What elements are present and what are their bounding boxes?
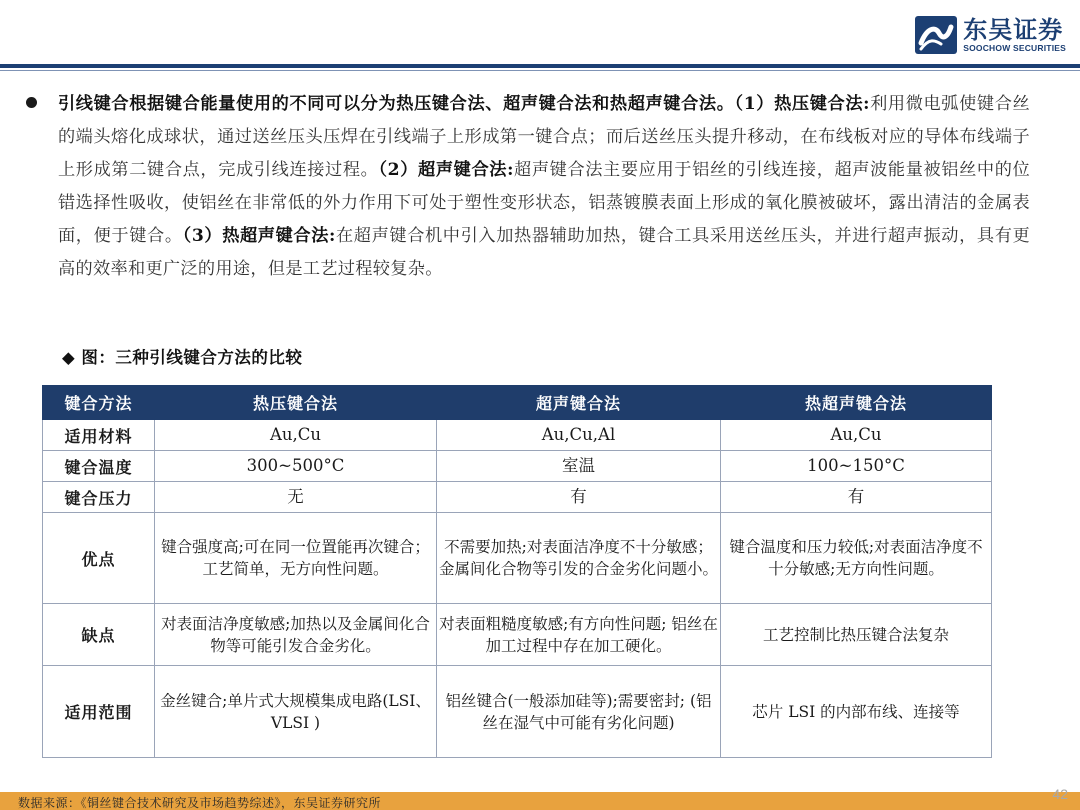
header-divider <box>0 64 1080 68</box>
table-cell: 100~150°C <box>721 451 992 482</box>
table-row <box>43 482 992 513</box>
row-label: 适用材料 <box>43 420 155 451</box>
method1-label: （1）热压键合法: <box>734 94 870 114</box>
brand-name-cn: 东吴证券 <box>963 16 1064 44</box>
table-cell: 室温 <box>437 451 721 482</box>
brand-logo <box>915 16 1066 54</box>
row-label: 键合压力 <box>43 482 155 513</box>
table-cell: 键合强度高;可在同一位置能再次键合； 工艺简单，无方向性问题。 <box>155 513 437 604</box>
table-header-cell: 键合方法 <box>43 386 155 420</box>
figure-caption: ◆ 图：三种引线键合方法的比较 <box>62 348 303 367</box>
method3-text: 在超声键合机中引入加热器辅助加热，键合工具采用送丝压头，并进行超声振动，具有更高的效率和更广泛的用途，但是工艺过程较复杂。 <box>58 226 1030 279</box>
method2-text: 超声键合法主要应用于铝丝的引线连接，超声波能量被铝丝中的位错选择性吸收，使铝丝在非常低的外力作用下可处于塑性变形状态，铝蒸镀膜表面上形成的氧化膜被破坏，露出清洁的金属表面，便于键合。 <box>58 160 1031 246</box>
data-source-note: 数据来源：《铜丝键合技术研究及市场趋势综述》，东吴证券研究所 <box>18 796 382 810</box>
table-cell: 有 <box>721 482 992 513</box>
table-cell: 有 <box>437 482 721 513</box>
table-cell: 键合温度和压力较低;对表面洁净度不十分敏感;无方向性问题。 <box>721 513 992 604</box>
intro-text: 引线键合根据键合能量使用的不同可以分为热压键合法、超声键合法和热超声键合法。 <box>58 94 735 114</box>
table-row <box>43 666 992 758</box>
table-cell: Au,Cu,Al <box>437 420 721 451</box>
soochow-logo-icon <box>915 16 957 54</box>
body-paragraph <box>58 88 1030 286</box>
row-label: 缺点 <box>43 604 155 666</box>
table-cell: 对表面洁净度敏感;加热以及金属间化合物等可能引发合金劣化。 <box>155 604 437 666</box>
table-cell: 对表面粗糙度敏感;有方向性问题; 铝丝在加工过程中存在加工硬化。 <box>437 604 721 666</box>
table-cell: 金丝键合;单片式大规模集成电路(LSI、VLSI ) <box>155 666 437 758</box>
table-header-cell: 超声键合法 <box>437 386 721 420</box>
table-row <box>43 604 992 666</box>
table-cell: 铝丝键合(一般添加硅等);需要密封; (铝丝在湿气中可能有劣化问题) <box>437 666 721 758</box>
table-header-cell: 热超声键合法 <box>721 386 992 420</box>
table-cell: Au,Cu <box>155 420 437 451</box>
method1-text: 利用微电弧使键合丝的端头熔化成球状，通过送丝压头压焊在引线端子上形成第一键合点；而后送丝压头提升移动，在布线板对应的导体布线端子上形成第二键合点，完成引线连接过程。 <box>58 94 1031 180</box>
row-label: 键合温度 <box>43 451 155 482</box>
table-header-row <box>43 386 992 420</box>
table-cell: 工艺控制比热压键合法复杂 <box>721 604 992 666</box>
method2-label: （2）超声键合法: <box>378 160 514 180</box>
table-cell: 300~500°C <box>155 451 437 482</box>
table-cell: 芯片 LSI 的内部布线、连接等 <box>721 666 992 758</box>
table-cell: Au,Cu <box>721 420 992 451</box>
table-row <box>43 513 992 604</box>
table-header-cell: 热压键合法 <box>155 386 437 420</box>
header-divider-thin <box>0 70 1080 71</box>
row-label: 适用范围 <box>43 666 155 758</box>
row-label: 优点 <box>43 513 155 604</box>
page-number: 42 <box>1052 786 1068 802</box>
method3-label: （3）热超声键合法: <box>182 226 336 246</box>
comparison-table <box>42 385 992 758</box>
table-row <box>43 420 992 451</box>
table-cell: 不需要加热;对表面洁净度不十分敏感； 金属间化合物等引发的合金劣化问题小。 <box>437 513 721 604</box>
bullet-dot <box>26 97 37 108</box>
table-cell: 无 <box>155 482 437 513</box>
table-row <box>43 451 992 482</box>
brand-name-en: SOOCHOW SECURITIES <box>963 43 1066 53</box>
